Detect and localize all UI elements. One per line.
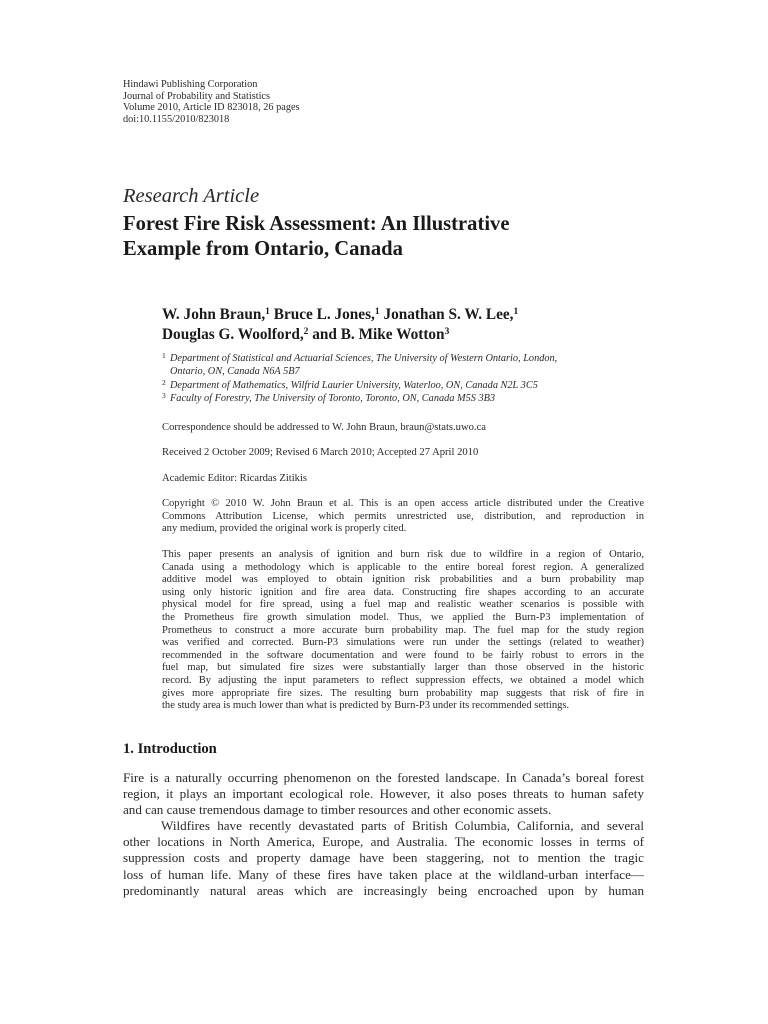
author-name: Jonathan S. W. Lee, xyxy=(379,306,514,323)
copyright-line: Copyright © 2010 W. John Braun et al. This is an open access article distributed under the Creative xyxy=(162,498,644,509)
affiliation-marker: 1 xyxy=(374,307,380,317)
author-list xyxy=(162,305,642,344)
affiliation-text: Department of Mathematics, Wilfrid Laurier University, Waterloo, ON, Canada N2L 3C5 xyxy=(170,379,538,391)
affiliation-item xyxy=(162,352,642,379)
title-line: Example from Ontario, Canada xyxy=(123,237,403,260)
affiliation-marker: 3 xyxy=(444,326,450,337)
academic-editor: Academic Editor: Ricardas Zitikis xyxy=(162,473,308,484)
affiliation-item xyxy=(162,379,642,392)
publication-meta xyxy=(123,79,523,125)
section-heading: 1. Introduction xyxy=(123,741,217,757)
volume-info: Volume 2010, Article ID 823018, 26 pages xyxy=(123,102,300,114)
abstract-line: was verified and corrected. Burn-P3 simulations were run under the settings (related to weather) xyxy=(162,637,644,649)
paper-title xyxy=(123,212,643,261)
publisher: Hindawi Publishing Corporation xyxy=(123,79,258,90)
copyright-line: Commons Attribution License, which permits unrestricted use, distribution, and reproduction in xyxy=(162,510,644,522)
affiliation-number: 1 xyxy=(162,351,166,360)
abstract-line: the study area is much lower than what is predicted by Burn-P3 under its recommended settings. xyxy=(162,700,570,712)
body-line: predominantly natural areas which are increasingly being encroached upon by human xyxy=(123,882,644,898)
affiliation-marker: 2 xyxy=(303,326,309,337)
introduction-text xyxy=(123,770,644,899)
author-line xyxy=(162,305,642,325)
body-line: loss of human life. Many of these fires have taken place at the wildland-urban interface— xyxy=(123,866,644,882)
author-name: and B. Mike Wotton xyxy=(308,325,445,343)
author-name: Bruce L. Jones, xyxy=(269,306,375,323)
body-line: other locations in North America, Europe, and Australia. The economic losses in terms of xyxy=(123,834,644,850)
abstract-line: record. By adjusting the input parameters to reflect suppression effects, we obtained a model which xyxy=(162,674,644,686)
title-line: Forest Fire Risk Assessment: An Illustrative xyxy=(123,213,510,235)
affiliation-text-cont: Ontario, ON, Canada N6A 5B7 xyxy=(170,366,300,378)
abstract-line: using only historic ignition and fire area data. Constructing fire shapes according to an accurate xyxy=(162,586,644,598)
doi: doi:10.1155/2010/823018 xyxy=(123,113,230,125)
article-type: Research Article xyxy=(123,185,260,207)
body-line: region, it plays an important ecological role. However, it also poses threats to human safety xyxy=(123,786,644,802)
affiliation-text: Faculty of Forestry, The University of Toronto, Toronto, ON, Canada M5S 3B3 xyxy=(170,392,496,404)
body-line: suppression costs and property damage have been staggering, not to mention the tragic xyxy=(123,850,644,866)
affiliation-number: 2 xyxy=(162,377,166,387)
copyright-notice xyxy=(162,498,644,536)
copyright-line: any medium, provided the original work is properly cited. xyxy=(162,523,407,535)
body-line: and can cause tremendous damage to timber resources and other economic assets. xyxy=(123,802,552,818)
author-name: Douglas G. Woolford, xyxy=(162,325,304,343)
abstract-line: physical model for fire spread, using a fuel map and realistic weather scenarios is possible with xyxy=(162,599,644,611)
abstract-line: recommended in the software documentation and were found to be fairly robust to errors in the xyxy=(162,649,644,661)
abstract-line: gives more appropriate fire sizes. The resulting burn probability map suggests that risk of fire in xyxy=(162,687,644,699)
received-dates: Received 2 October 2009; Revised 6 March 2010; Accepted 27 April 2010 xyxy=(162,447,479,458)
author-line xyxy=(162,325,642,345)
affiliation-marker: 1 xyxy=(513,307,519,317)
body-line: Wildfires have recently devastated parts of British Columbia, California, and several xyxy=(161,818,644,834)
abstract-line: additive model was employed to obtain ignition risk probabilities and a burn probability map xyxy=(162,574,644,586)
journal-name: Journal of Probability and Statistics xyxy=(123,90,271,102)
abstract-line: the Prometheus fire growth simulation model. Thus, we applied the Burn-P3 implementation of xyxy=(162,611,644,623)
abstract-line: Canada using a methodology which is applicable to the entire boreal forest region. A generalized xyxy=(162,561,644,573)
affiliations xyxy=(162,352,642,405)
affiliation-marker: 1 xyxy=(265,307,270,317)
abstract-line: This paper presents an analysis of ignition and burn risk due to wildfire in a region of Ontario, xyxy=(162,549,644,560)
abstract-line: fuel map, but simulated fire sizes were substantially larger than those observed in the historic xyxy=(162,662,644,674)
body-line: Fire is a naturally occurring phenomenon on the forested landscape. In Canada’s boreal forest xyxy=(123,770,644,785)
affiliation-text: Department of Statistical and Actuarial Sciences, The University of Western Ontario, London, xyxy=(170,353,558,364)
affiliation-item xyxy=(162,392,642,405)
abstract-line: Prometheus to construct a more accurate burn probability map. The fuel map for the study region xyxy=(162,624,644,636)
correspondence: Correspondence should be addressed to W. John Braun, braun@stats.uwo.ca xyxy=(162,422,486,433)
affiliation-number: 3 xyxy=(162,390,166,400)
author-name: W. John Braun, xyxy=(162,306,266,323)
abstract xyxy=(162,549,644,713)
